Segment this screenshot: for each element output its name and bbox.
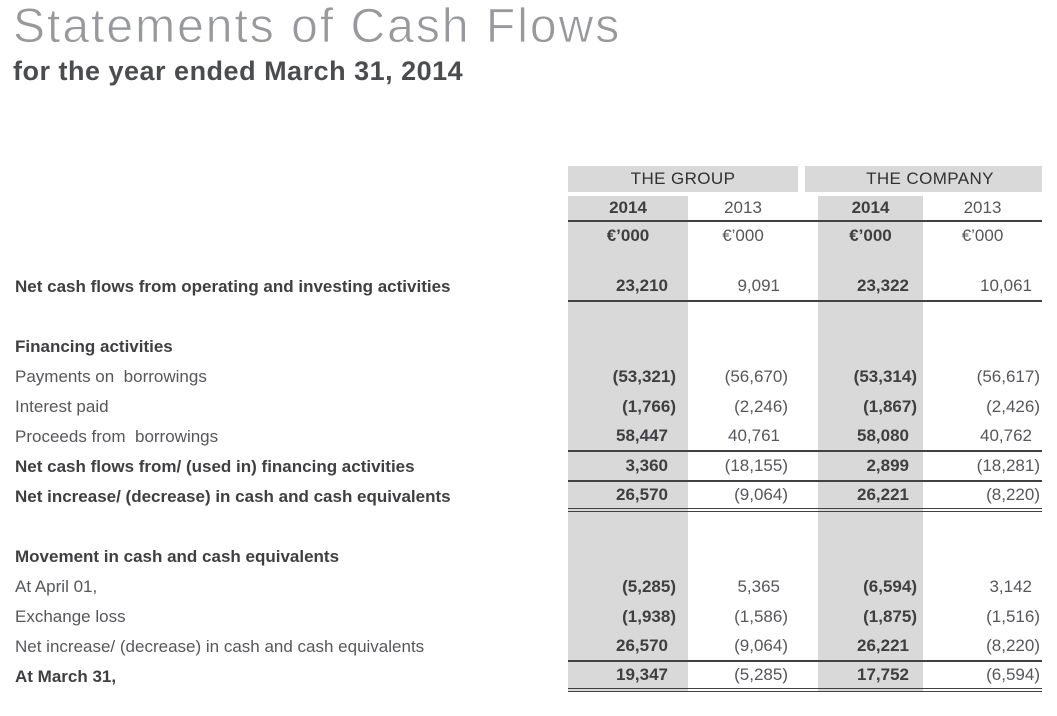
value-cell: 23,322: [818, 272, 923, 302]
value-cell: [568, 542, 688, 572]
page-title: Statements of Cash Flows: [13, 0, 622, 53]
value-cell: (6,594): [818, 572, 923, 602]
table-row: [15, 332, 1042, 362]
table-row: [15, 632, 1042, 662]
shaded-cell: [568, 512, 688, 542]
value-cell: 5,365: [737, 577, 780, 596]
value-cell: (1,938): [568, 602, 688, 632]
value-cell: [688, 542, 798, 572]
table-row: [15, 272, 1042, 302]
column-gap: [798, 662, 818, 692]
shaded-cell: [818, 250, 923, 272]
value-cell: [818, 332, 923, 362]
column-gap: [798, 542, 818, 572]
row-label: At April 01,: [15, 577, 98, 596]
value-cell: 26,221: [818, 482, 923, 512]
value-cell: 26,570: [568, 482, 688, 512]
row-label: At March 31,: [15, 667, 117, 686]
shaded-cell: [688, 512, 798, 542]
row-label: Financing activities: [15, 337, 173, 356]
value-cell: (5,285): [688, 662, 798, 692]
shaded-cell: [568, 250, 688, 272]
row-label: Movement in cash and cash equivalents: [15, 547, 340, 566]
value-cell: (53,314): [818, 362, 923, 392]
row-label: Net cash flows from operating and investing activities: [15, 277, 451, 296]
row-label: Proceeds from borrowings: [15, 427, 219, 446]
column-gap: [798, 602, 818, 632]
value-cell: (1,875): [818, 602, 923, 632]
table-row: [15, 452, 1042, 482]
value-cell: (9,064): [688, 482, 798, 512]
units-row: [15, 222, 1042, 250]
value-cell: 9,091: [688, 272, 798, 302]
value-cell: [818, 542, 923, 572]
value-cell: (8,220): [923, 632, 1042, 662]
row-label: [15, 250, 568, 272]
column-gap: [798, 422, 818, 452]
row-label: Exchange loss: [15, 607, 126, 626]
shaded-cell: [923, 512, 1042, 542]
spacer-row: [15, 302, 1042, 332]
value-cell: (1,867): [818, 392, 923, 422]
year-row-spacer: [15, 196, 568, 222]
column-gap: [798, 392, 818, 422]
value-cell: 26,221: [818, 632, 923, 662]
table-row: [15, 482, 1042, 512]
column-gap: [798, 362, 818, 392]
value-cell: (53,321): [568, 362, 688, 392]
header-band-spacer: [15, 166, 568, 192]
shaded-cell: [923, 302, 1042, 332]
company-header-cell: THE COMPANY: [805, 166, 1042, 192]
spacer-row: [15, 512, 1042, 542]
shaded-cell: [568, 302, 688, 332]
unit-cell-group-2014: €’000: [568, 222, 688, 250]
value-cell: (56,670): [724, 367, 788, 386]
table-row: [15, 362, 1042, 392]
column-gap: [798, 482, 818, 512]
table-row: [15, 602, 1042, 632]
table-row: [15, 542, 1042, 572]
units-row-spacer: [15, 222, 568, 250]
row-label: [15, 512, 568, 542]
row-label: [15, 302, 568, 332]
table-row: [15, 422, 1042, 452]
column-gap: [798, 632, 818, 662]
value-cell: (1,586): [734, 607, 788, 626]
year-header-row: [15, 196, 1042, 222]
table-row: [15, 662, 1042, 692]
year-cell-group-2014: 2014: [568, 196, 688, 222]
row-label: Net increase/ (decrease) in cash and cash equivalents: [15, 487, 451, 506]
shaded-cell: [818, 302, 923, 332]
unit-cell-company-2014: €’000: [818, 222, 923, 250]
value-cell: (18,155): [688, 452, 798, 482]
row-label: Interest paid: [15, 397, 109, 416]
value-cell: (1,766): [568, 392, 688, 422]
table-row: [15, 572, 1042, 602]
year-cell-company-2013: 2013: [923, 196, 1042, 222]
value-cell: [568, 332, 688, 362]
document-header: [13, 2, 621, 87]
value-cell: 2,899: [818, 452, 923, 482]
year-cell-group-2013: 2013: [688, 196, 798, 222]
table-row: [15, 392, 1042, 422]
row-label: Payments on borrowings: [15, 367, 207, 386]
value-cell: (1,516): [986, 607, 1040, 626]
column-gap: [798, 272, 818, 302]
shaded-cell: [688, 302, 798, 332]
table-body: [15, 250, 1042, 692]
value-cell: 40,762: [923, 422, 1042, 452]
shaded-cell: [923, 250, 1042, 272]
column-gap: [798, 222, 818, 250]
value-cell: (2,246): [734, 397, 788, 416]
value-cell: 58,447: [568, 422, 688, 452]
unit-cell-company-2013: €’000: [961, 226, 1004, 245]
value-cell: (8,220): [923, 482, 1042, 512]
value-cell: (2,426): [986, 397, 1040, 416]
value-cell: [688, 332, 798, 362]
value-cell: 23,210: [568, 272, 688, 302]
column-gap: [798, 332, 818, 362]
column-gap: [798, 250, 818, 272]
value-cell: 19,347: [568, 662, 688, 692]
cashflow-table: [15, 166, 1042, 692]
value-cell: [923, 332, 1042, 362]
spacer-row: [15, 250, 1042, 272]
value-cell: 3,142: [989, 577, 1032, 596]
value-cell: 17,752: [818, 662, 923, 692]
value-cell: 10,061: [923, 272, 1042, 302]
value-cell: (18,281): [923, 452, 1042, 482]
value-cell: 3,360: [568, 452, 688, 482]
column-gap: [798, 572, 818, 602]
column-gap: [798, 452, 818, 482]
column-gap: [798, 302, 818, 332]
row-label: Net cash flows from/ (used in) financing activities: [15, 457, 415, 476]
shaded-cell: [688, 250, 798, 272]
unit-cell-group-2013: €’000: [722, 226, 764, 245]
value-cell: [923, 542, 1042, 572]
shaded-cell: [818, 512, 923, 542]
value-cell: 26,570: [568, 632, 688, 662]
value-cell: 40,761: [688, 422, 798, 452]
column-gap: [798, 196, 818, 222]
row-label: Net increase/ (decrease) in cash and cash equivalents: [15, 637, 425, 656]
value-cell: (9,064): [688, 632, 798, 662]
value-cell: (5,285): [568, 572, 688, 602]
group-header-cell: THE GROUP: [568, 166, 798, 192]
page-subtitle: for the year ended March 31, 2014: [13, 56, 464, 87]
value-cell: 58,080: [818, 422, 923, 452]
year-cell-company-2014: 2014: [818, 196, 923, 222]
value-cell: (6,594): [923, 662, 1042, 692]
value-cell: (56,617): [976, 367, 1040, 386]
table-header-band: [15, 166, 1042, 192]
column-gap: [798, 512, 818, 542]
